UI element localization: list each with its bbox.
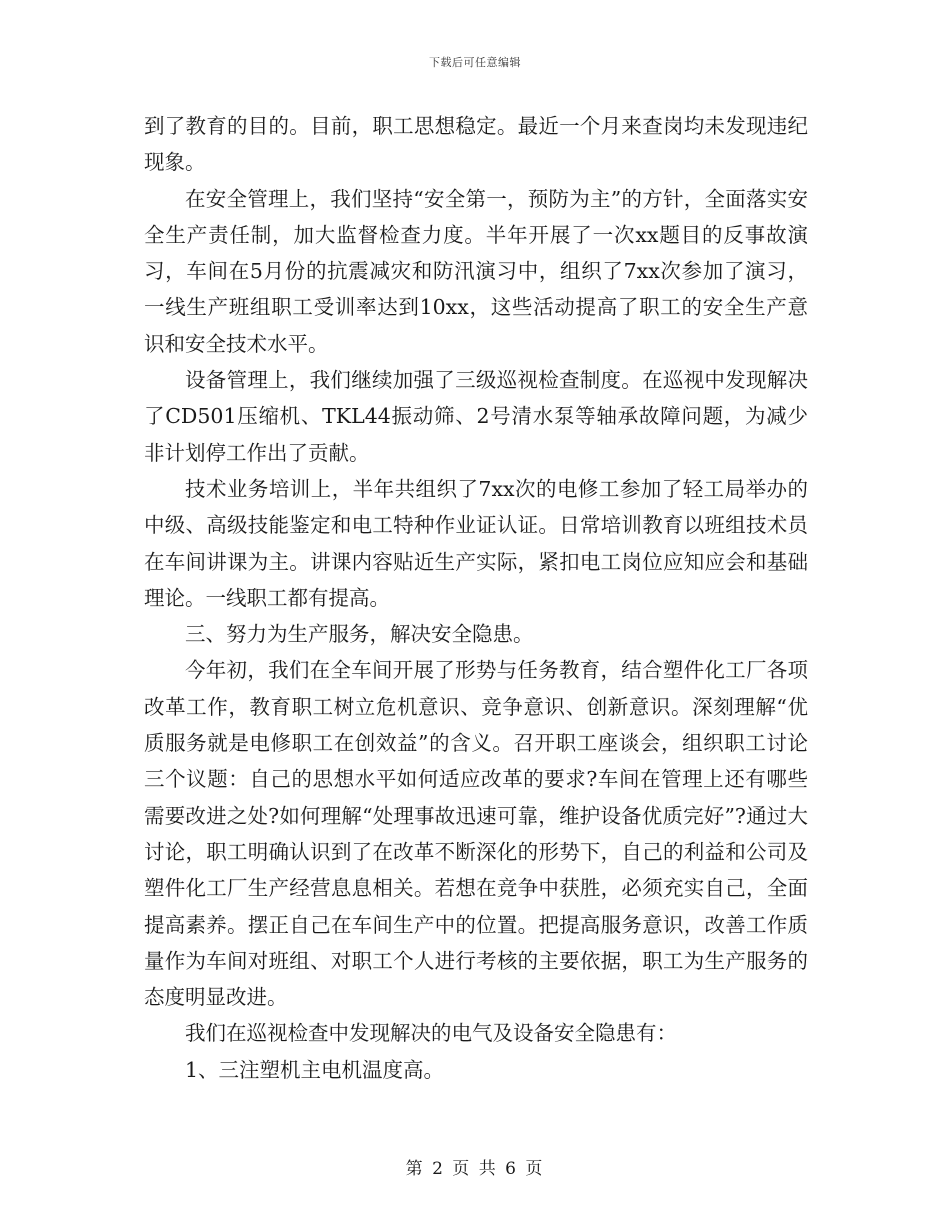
page-header: 下载后可任意编辑: [429, 56, 521, 69]
paragraph: 到了教育的目的。目前，职工思想稳定。最近一个月来查岗均未发现违纪现象。: [144, 114, 808, 175]
paragraph: 在安全管理上，我们坚持“安全第一，预防为主”的方针，全面落实安全生产责任制，加大监督检查力度。半年开展了一次xx题目的反事故演习，车间在5月份的抗震减灾和防汛演习中，组织了7xx次参加了演习，一线生产班组职工受训率达到10xx，这些活动提高了职工的安全生产意识和安全技术水平。: [144, 186, 808, 356]
paragraph: 设备管理上，我们继续加强了三级巡视检查制度。在巡视中发现解决了CD501压缩机、TKL44振动筛、2号清水泵等轴承故障问题，为减少非计划停工作出了贡献。: [144, 368, 808, 465]
document-body: [144, 108, 808, 1088]
paragraph: 今年初，我们在全车间开展了形势与任务教育，结合塑件化工厂各项改革工作，教育职工树立危机意识、竞争意识、创新意识。深刻理解“优质服务就是电修职工在创效益”的含义。召开职工座谈会，组织职工讨论三个议题：自己的思想水平如何适应改革的要求?车间在管理上还有哪些需要改进之处?如何理解“处理事故迅速可靠，维护设备优质完好”?通过大讨论，职工明确认识到了在改革不断深化的形势下，自己的利益和公司及塑件化工厂生产经营息息相关。若想在竞争中获胜，必须充实自己，全面提高素养。摆正自己在车间生产中的位置。把提高服务意识，改善工作质量作为车间对班组、对职工个人进行考核的主要依据，职工为生产服务的态度明显改进。: [144, 658, 808, 1010]
page-number-footer: 第 2 页 共 6 页: [405, 1159, 545, 1179]
list-item: 1、三注塑机主电机温度高。: [185, 1057, 445, 1082]
paragraph: 我们在巡视检查中发现解决的电气及设备安全隐患有：: [185, 1021, 677, 1046]
section-heading: 三、努力为生产服务，解决安全隐患。: [185, 622, 534, 647]
paragraph: 技术业务培训上，半年共组织了7xx次的电修工参加了轻工局举办的中级、高级技能鉴定和电工特种作业证认证。日常培训教育以班组技术员在车间讲课为主。讲课内容贴近生产实际，紧扣电工岗位应知应会和基础理论。一线职工都有提高。: [144, 476, 808, 610]
